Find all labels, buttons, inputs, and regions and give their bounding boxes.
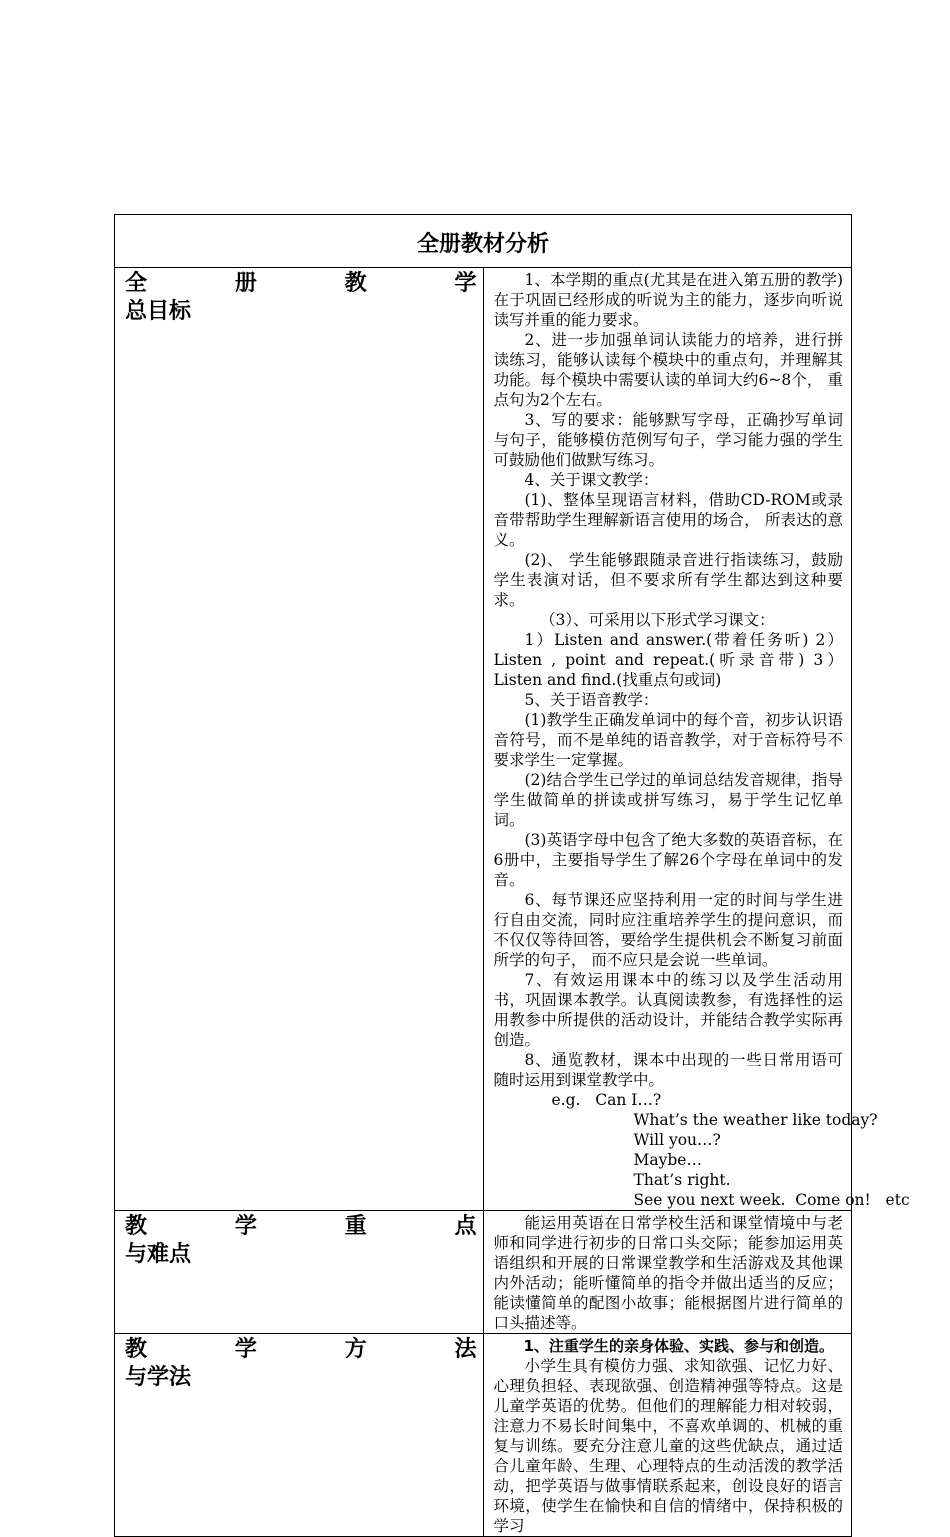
section-label-line1: 全册教学 <box>125 271 477 296</box>
goal-paragraph: 8、通览教材，课本中出现的一些日常用语可随时运用到课堂教学中。 <box>493 1051 843 1089</box>
section-label-line2: 总目标 <box>125 299 192 324</box>
goal-paragraph: （3）、可采用以下形式学习课文： <box>540 611 775 629</box>
goal-paragraph: 3、写的要求：能够默写字母，正确抄写单词与句子，能够模仿范例写句子，学习能力强的学生可鼓励他们做默写练习。 <box>493 411 843 469</box>
goal-paragraph: (1)教学生正确发单词中的每个音，初步认识语音符号，而不是单纯的语音教学，对于音标符号不要求学生一定掌握。 <box>493 711 843 769</box>
key-points-content <box>484 1211 852 1333</box>
example-line: Will you…? <box>633 1131 721 1149</box>
methods-paragraph: 小学生具有模仿力强、求知欲强、记忆力好、心理负担轻、表现欲强、创造精神强等特点。这是儿童学英语的优势。但他们的理解能力相对较弱，注意力不易长时间集中，不喜欢单调的、机械的重复与训练。要充分注意儿童的这些优缺点，通过适合儿童年龄、生理、心理特点的生动活泼的教学活动，把学英语与做事情联系起来，创设良好的语言环境，使学生在愉快和自信的情绪中，保持积极的学习 <box>493 1357 843 1535</box>
section-label-line1: 教学重点 <box>125 1214 477 1239</box>
section-content-cell <box>483 268 910 1211</box>
section-label-line2: 与学法 <box>125 1365 192 1390</box>
example-line: See you next week. Come on! etc <box>633 1191 910 1209</box>
section-label-cell <box>115 268 484 1211</box>
example-line: Maybe… <box>633 1151 702 1169</box>
section-label-cell <box>115 1211 484 1334</box>
section-label <box>115 1334 483 1392</box>
goal-paragraph: 7、有效运用课本中的练习以及学生活动用书，巩固课本教学。认真阅读教参，有选择性的运用教参中所提供的活动设计，并能结合教学实际再创造。 <box>493 971 843 1049</box>
goals-content <box>484 268 910 1210</box>
example-line: That’s right. <box>633 1171 731 1189</box>
section-content-cell <box>483 1334 852 1537</box>
goal-paragraph: (2)、 学生能够跟随录音进行指读练习，鼓励学生表演对话，但不要求所有学生都达到这种要求。 <box>493 551 843 609</box>
section-label-line2: 与难点 <box>125 1242 192 1267</box>
goal-paragraph: 6、每节课还应坚持利用一定的时间与学生进行自由交流，同时应注重培养学生的提问意识，而不仅仅等待回答，要给学生提供机会不断复习前面所学的句子， 而不应只是会说一些单词。 <box>493 891 843 969</box>
goal-paragraph: 4、关于课文教学： <box>524 471 659 489</box>
section-label-line1: 教学方法 <box>125 1337 477 1362</box>
goal-paragraph: (2)结合学生已学过的单词总结发音规律，指导学生做简单的拼读或拼写练习，易于学生记忆单词。 <box>493 771 843 829</box>
example-line: What’s the weather like today? <box>633 1111 878 1129</box>
goal-paragraph: 1）Listen and answer.(带着任务听) 2）Listen , point and repeat.(听录音带) 3）Listen and find.(找重点句或词) <box>493 631 843 689</box>
goal-paragraph: 5、关于语音教学： <box>524 691 659 709</box>
methods-content <box>484 1334 852 1536</box>
analysis-table <box>114 214 910 1537</box>
section-content-cell <box>483 1211 852 1334</box>
example-line: e.g. Can I…? <box>551 1091 662 1109</box>
page-title: 全册教材分析 <box>416 231 549 257</box>
goal-paragraph: (1)、整体呈现语言材料，借助CD-ROM或录音带帮助学生理解新语言使用的场合， 所表达的意义。 <box>493 491 843 549</box>
goal-paragraph: 2、进一步加强单词认读能力的培养，进行拼读练习，能够认读每个模块中的重点句，并理解其功能。每个模块中需要认读的单词大约6~8个， 重点句为2个左右。 <box>493 331 843 409</box>
goal-paragraph: (3)英语字母中包含了绝大多数的英语音标，在6册中，主要指导学生了解26个字母在单词中的发音。 <box>493 831 843 889</box>
title-cell <box>115 215 852 268</box>
section-label <box>115 1211 483 1269</box>
goal-paragraph: 1、本学期的重点(尤其是在进入第五册的教学)在于巩固已经形成的听说为主的能力，逐步向听说读写并重的能力要求。 <box>493 271 843 329</box>
key-points-paragraph: 能运用英语在日常学校生活和课堂情境中与老师和同学进行初步的日常口头交际；能参加运用英语组织和开展的日常课堂教学和生活游戏及其他课内外活动；能听懂简单的指令并做出适当的反应；能读懂简单的配图小故事；能根据图片进行简单的口头描述等。 <box>493 1214 843 1332</box>
methods-heading: 1、注重学生的亲身体验、实践、参与和创造。 <box>523 1337 834 1355</box>
section-label <box>115 268 483 326</box>
section-label-cell <box>115 1334 484 1537</box>
